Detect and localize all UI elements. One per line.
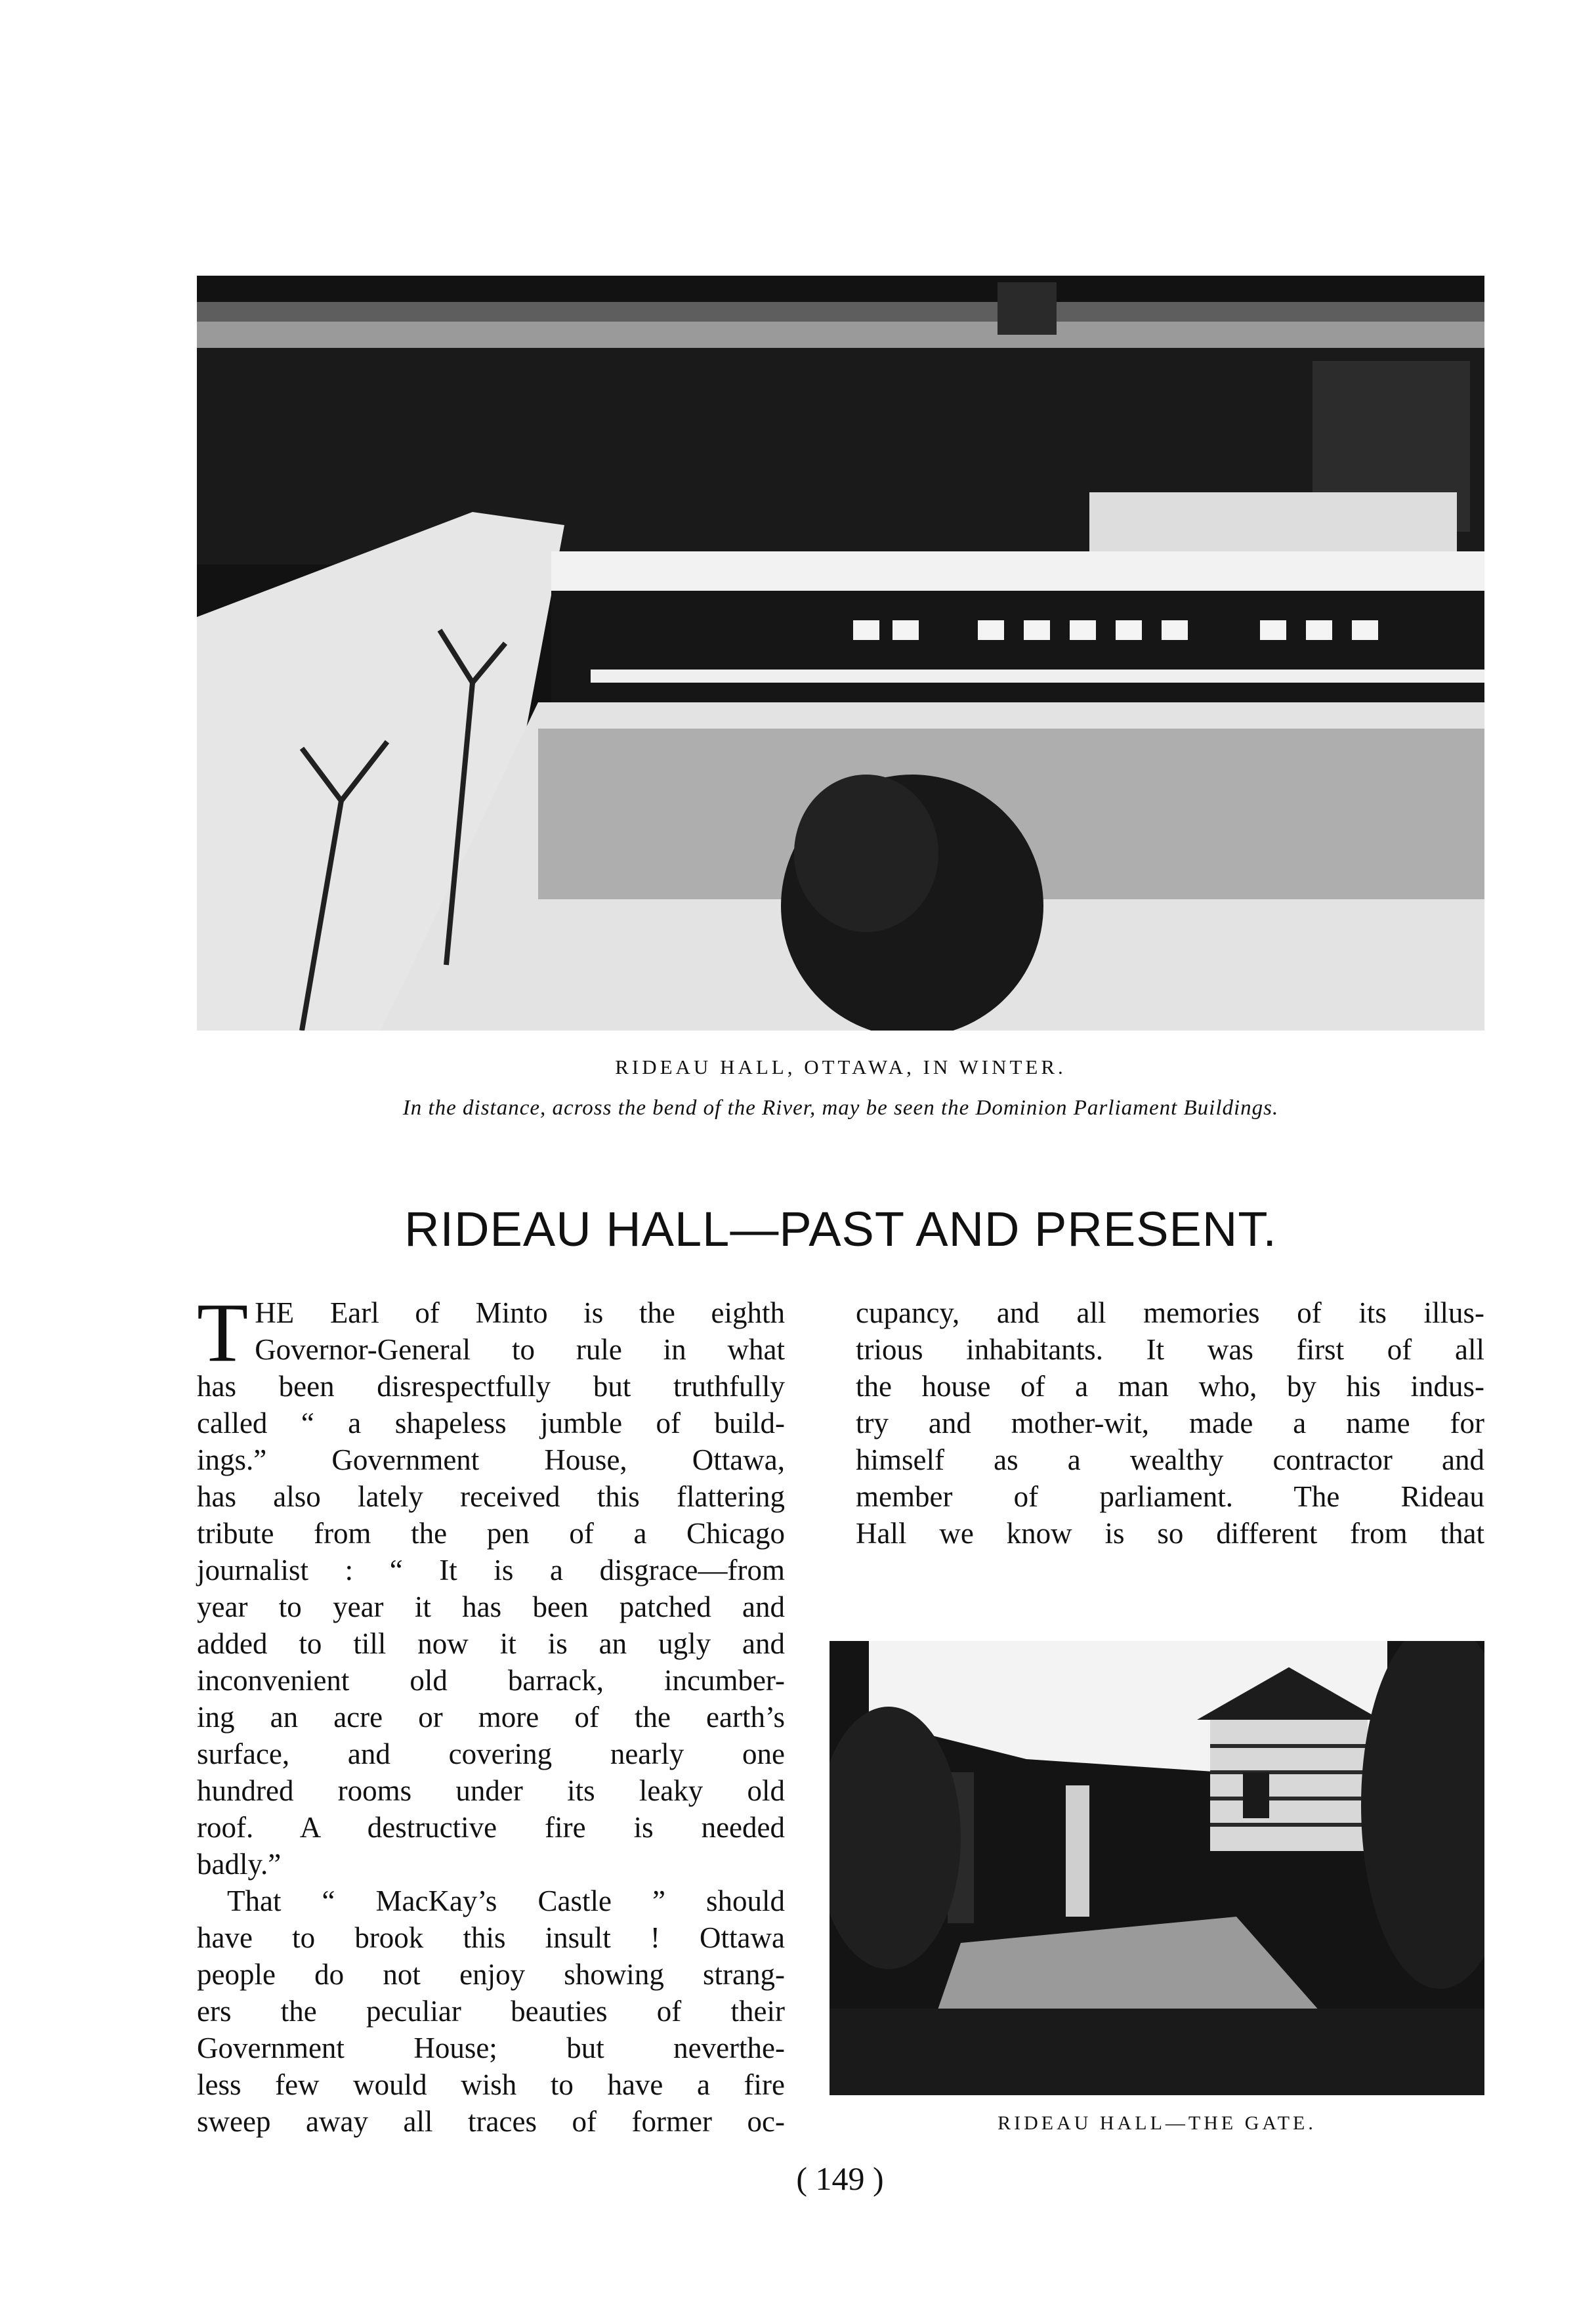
text-line: the house of a man who, by his indus- — [856, 1370, 1484, 1403]
top-photo-caption-subtitle: In the distance, across the bend of the River, may be seen the Dominion Parliament Buildings. — [402, 1096, 1279, 1120]
text-line: sweep away all traces of former oc- — [197, 2105, 785, 2138]
text-line: less few would wish to have a fire — [197, 2068, 785, 2101]
text-line: year to year it has been patched and — [197, 1590, 785, 1623]
text-line: people do not enjoy showing strang- — [197, 1958, 785, 1991]
text-line: Government House; but neverthe- — [197, 2032, 785, 2064]
text-line: try and mother-wit, made a name for — [856, 1407, 1484, 1439]
winter-scene-illustration — [197, 276, 1484, 1031]
text-line: ings.” Government House, Ottawa, — [197, 1443, 785, 1476]
text-line: cupancy, and all memories of its illus- — [856, 1296, 1484, 1329]
text-line: ers the peculiar beauties of their — [197, 1995, 785, 2028]
text-line: member of parliament. The Rideau — [856, 1480, 1484, 1513]
text-line: himself as a wealthy contractor and — [856, 1443, 1484, 1476]
page-number: ( 149 ) — [796, 2160, 884, 2197]
rideau-hall-winter-photo — [197, 276, 1484, 1031]
text-line: That “ MacKay’s Castle ” should — [227, 1885, 785, 1917]
text-line: trious inhabitants. It was first of all — [856, 1333, 1484, 1366]
gate-scene-illustration — [830, 1641, 1484, 2095]
text-line: journalist : “ It is a disgrace—from — [197, 1554, 785, 1587]
article-title: RIDEAU HALL—PAST AND PRESENT. — [404, 1202, 1277, 1256]
text-line: inconvenient old barrack, incumber- — [197, 1664, 785, 1697]
text-line: Governor-General to rule in what — [255, 1333, 785, 1366]
rideau-hall-gate-photo — [830, 1641, 1484, 2095]
text-line: badly.” — [197, 1848, 282, 1881]
text-line: surface, and covering nearly one — [197, 1737, 785, 1770]
text-line: have to brook this insult ! Ottawa — [197, 1921, 785, 1954]
text-line: Hall we know is so different from that — [856, 1517, 1484, 1550]
text-line: has been disrespectfully but truthfully — [197, 1370, 785, 1403]
text-line: ing an acre or more of the earth’s — [197, 1701, 785, 1734]
text-line: has also lately received this flattering — [197, 1480, 785, 1513]
text-line: called “ a shapeless jumble of build- — [197, 1407, 785, 1439]
left-column — [197, 1286, 785, 2140]
text-line: roof. A destructive fire is needed — [197, 1811, 785, 1844]
text-line: hundred rooms under its leaky old — [197, 1774, 785, 1807]
text-line: tribute from the pen of a Chicago — [197, 1517, 785, 1550]
text-line: HE Earl of Minto is the eighth — [255, 1296, 785, 1329]
text-line: added to till now it is an ugly and — [197, 1627, 785, 1660]
drop-cap: T — [197, 1286, 249, 1379]
gate-photo-caption: RIDEAU HALL—THE GATE. — [998, 2112, 1316, 2134]
right-column — [856, 1294, 1484, 1552]
top-photo-caption-title: RIDEAU HALL, OTTAWA, IN WINTER. — [615, 1055, 1066, 1078]
